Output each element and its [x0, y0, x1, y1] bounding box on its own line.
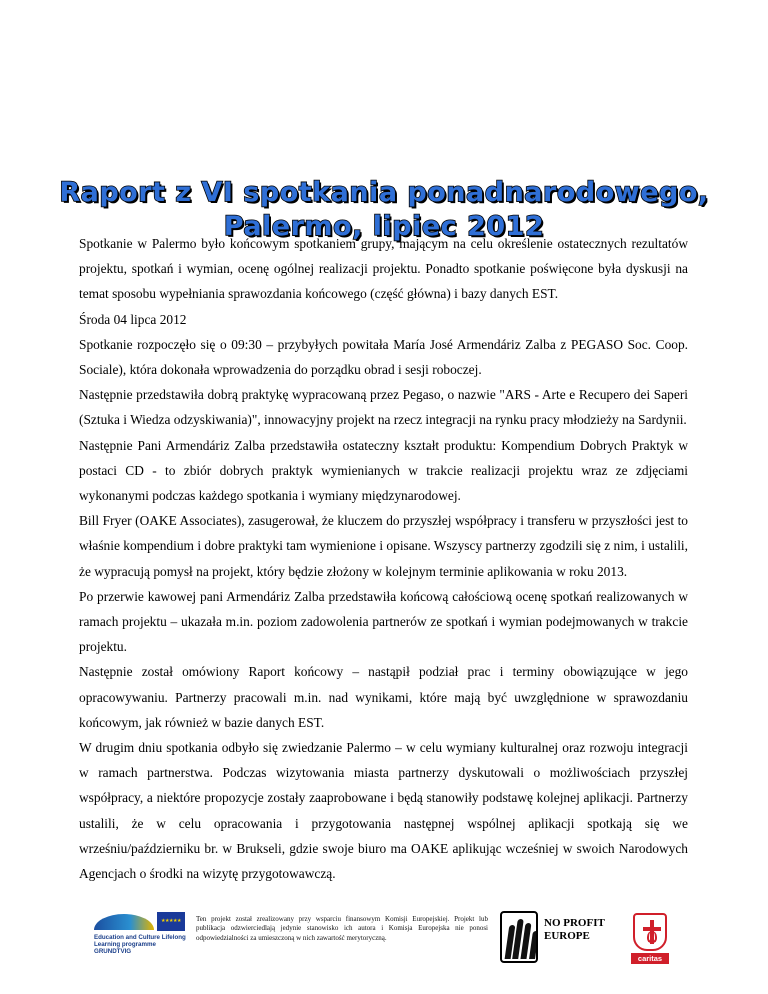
swoosh-icon [94, 914, 154, 930]
paragraph: Następnie przedstawiła dobrą praktykę wypracowaną przez Pegaso, o nazwie "ARS - Arte e Recupero dei Saperi (Sztuka i Wiedza odzyskiwania)", innowacyjny projekt na rzecz integracji na rynku pracy młodzieży na Sardynii. [79, 387, 688, 428]
paragraph: Spotkanie w Palermo było końcowym spotkaniem grupy, mającym na celu określenie ostatecznych rezultatów projektu, spotkań i wymian, ocenę ogólnej realizacji projektu. Ponadto spotkanie poświęcone była dyskusji na temat sposobu wypełniania sprawozdania końcowego (część główna) i bazy danych EST. [79, 236, 688, 302]
hands-emblem-icon [500, 911, 538, 963]
paragraph: W drugim dniu spotkania odbyło się zwiedzanie Palermo – w celu wymiany kulturalnej oraz rozwoju integracji w ramach partnerstwa. Podczas wizytowania miasta partnerzy dyskutowali o możliwościach przyszłej współpracy, a niektóre propozycje zostały zaaprobowane i będą stanowiły podstawę kolejnej aplikacji. Partnerzy ustalili, że w celu opracowania i przygotowania następnej wspólnej aplikacji spotkają się we wrześniu/październiku br. w Brukseli, gdzie swoje biuro ma OAKE aplikując wcześniej w swoich Narodowych Agencjach o środki na wizytę przygotowawczą. [79, 740, 688, 882]
paragraph: Następnie został omówiony Raport końcowy – nastąpił podział prac i terminy obowiązujące w jego opracowywaniu. Partnerzy pracowali m.in. nad wynikami, które mają być uwzględnione w sprawozdaniu końcowym, jak również w bazie danych EST. [79, 664, 688, 730]
funding-disclaimer: Ten projekt został zrealizowany przy wsparciu finansowym Komisji Europejskiej. Projekt lub publikacja odzwierciedlają jedynie stanowisko ich autora i Komisja Europejska nie ponosi odpowiedzialności za umieszczoną w nich zawartość merytoryczną. [196, 915, 488, 942]
paragraph: Spotkanie rozpoczęło się o 09:30 – przybyłych powitała María José Armendáriz Zalba z PEGASO Soc. Coop. Sociale), która dokonała wprowadzenia do porządku obrad i sesji roboczej. [79, 336, 688, 378]
eu-lifelong-learning-logo: ★★★★★ Education and Culture Lifelong Learning programme GRUNDTVIG [94, 912, 186, 962]
eu-logo-text: Education and Culture Lifelong Learning programme GRUNDTVIG [94, 934, 186, 956]
document-body [79, 231, 688, 886]
title-line-1: Raport z VI spotkania ponadnarodowego, [59, 177, 709, 208]
paragraph: Po przerwie kawowej pani Armendáriz Zalba przedstawiła końcową całościową ocenę spotkań realizowanych w ramach projektu – ukazała m.in. poziom zadowolenia partnerów ze spotkań i wymian podejmowanych w trakcie projektu. [79, 588, 688, 655]
caritas-label: caritas [631, 953, 669, 964]
footer [0, 907, 768, 987]
no-profit-europe-text: NO PROFIT EUROPE [544, 917, 605, 942]
paragraph: Bill Fryer (OAKE Associates), zasugerował, że kluczem do przyszłej współpracy i transferu w przyszłości jest to właśnie kompendium i dobre praktyki tam wymienione i opisane. Wszyscy partnerzy zgodzili się z nim, i ustalili, że wypracują pomysł na projekt, który będzie złożony w kolejnym terminie aplikowania w roku 2013. [79, 513, 688, 579]
paragraph: Następnie Pani Armendáriz Zalba przedstawiła ostateczny kształt produktu: Kompendium Dobrych Praktyk w postaci CD - to zbiór dobrych praktyk wymienianych w trakcie realizacji projektu wraz ze zdjęciami wykonanymi podczas każdego spotkania i wymiany międzynarodowej. [79, 437, 688, 504]
title-line-2: Palermo, lipiec 2012 [223, 211, 545, 242]
caritas-logo [631, 913, 669, 969]
date-line: Środa 04 lipca 2012 [79, 311, 187, 327]
no-profit-europe-logo [500, 911, 612, 967]
caritas-cross-icon [633, 913, 667, 951]
